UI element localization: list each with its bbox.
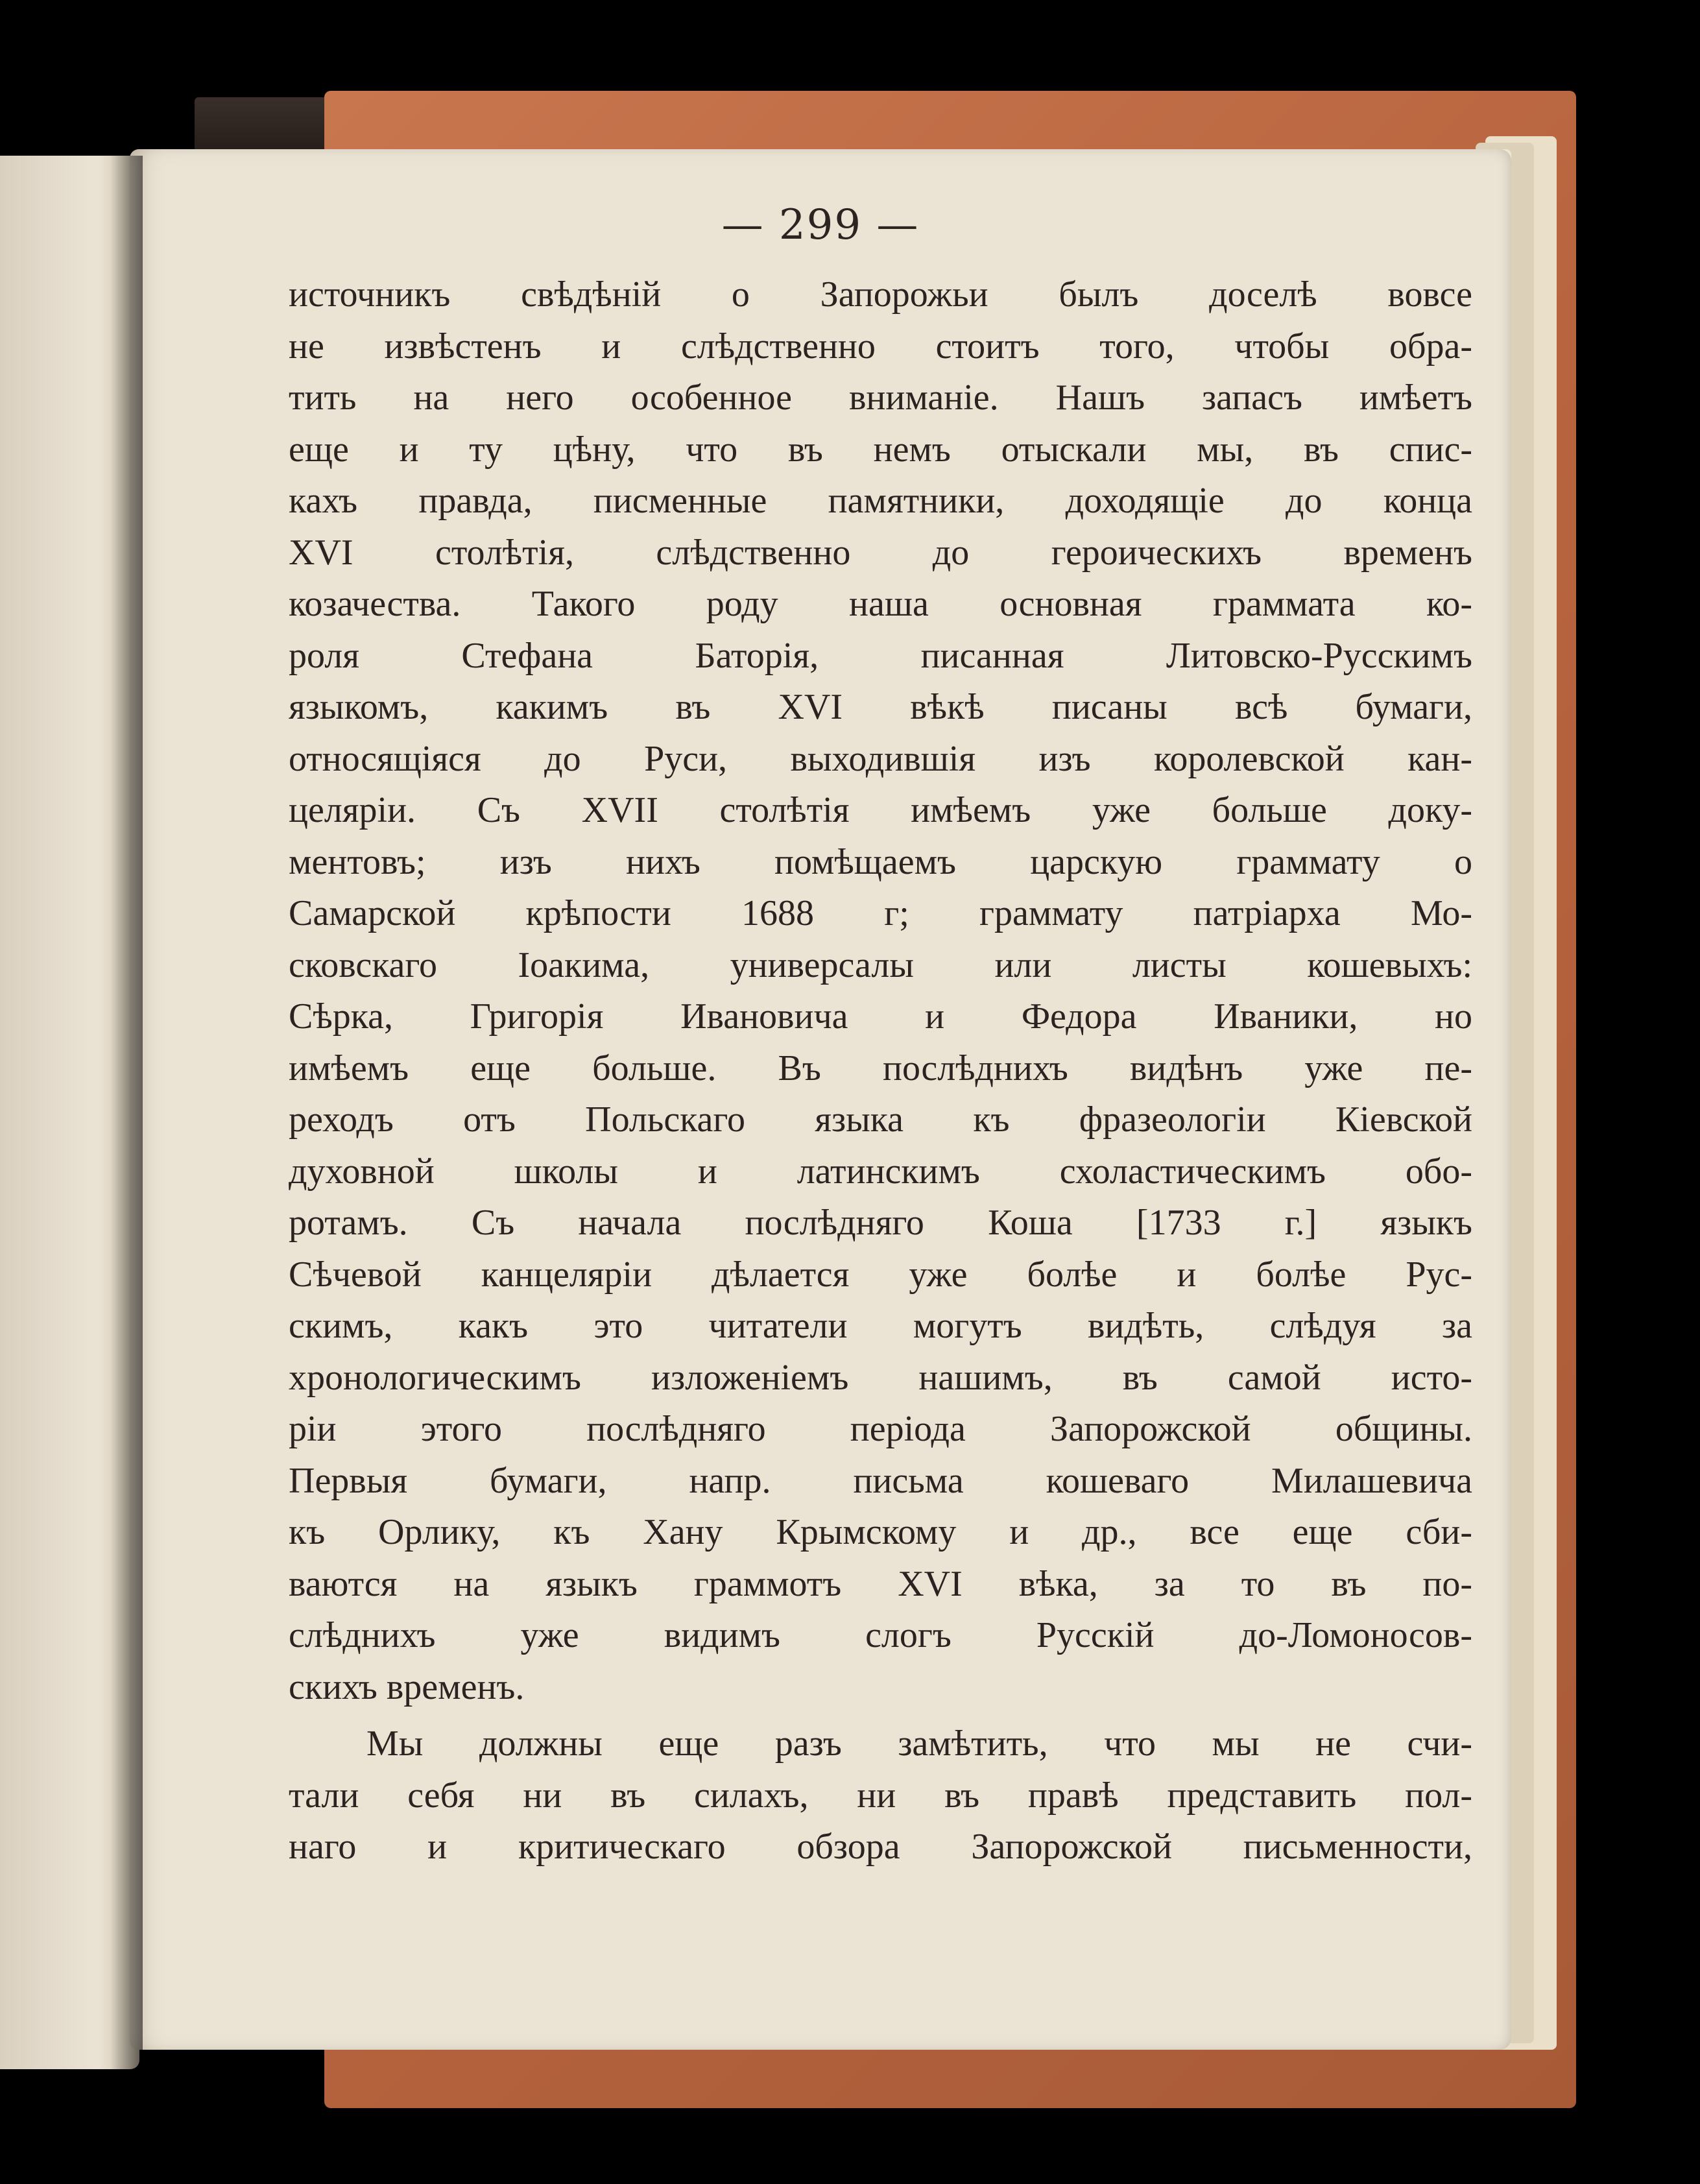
text-line: козачества. Такого роду наша основная граммата ко- xyxy=(289,584,1472,624)
page-number: — 299 — xyxy=(721,201,920,249)
text-line: Мы должны еще разъ замѣтить, что мы не счи- xyxy=(366,1723,1472,1764)
text-line: хронологическимъ изложеніемъ нашимъ, въ самой исто- xyxy=(289,1357,1472,1398)
text-line: сковскаго Іоакима, универсалы или листы кошевыхъ: xyxy=(289,944,1472,985)
text-line: слѣднихъ уже видимъ слогъ Русскій до-Ломоносов- xyxy=(289,1615,1472,1655)
text-line: языкомъ, какимъ въ XVI вѣкѣ писаны всѣ бумаги, xyxy=(289,687,1472,727)
text-line: Первыя бумаги, напр. письма кошеваго Милашевича xyxy=(289,1460,1472,1501)
gutter-shadow xyxy=(110,156,143,2069)
text-line: Самарской крѣпости 1688 г; граммату патріарха Мо- xyxy=(289,893,1472,933)
text-line: XVI столѣтія, слѣдственно до героическихъ временъ xyxy=(289,532,1472,573)
text-line: источникъ свѣдѣній о Запорожьи былъ доселѣ вовсе xyxy=(289,274,1472,315)
text-line: тали себя ни въ силахъ, ни въ правѣ представить пол- xyxy=(289,1775,1472,1816)
paragraph xyxy=(289,1718,1472,1873)
paragraph xyxy=(289,269,1472,1713)
text-line: реходъ отъ Польскаго языка къ фразеологіи Кіевской xyxy=(289,1099,1472,1140)
text-line: кахъ правда, писменные памятники, доходящіе до конца xyxy=(289,481,1472,521)
text-line: ротамъ. Съ начала послѣдняго Коша [1733 г.] языкъ xyxy=(289,1203,1472,1243)
text-line: ваются на языкъ граммотъ XVI вѣка, за то въ по- xyxy=(289,1563,1472,1604)
text-line: еще и ту цѣну, что въ немъ отыскали мы, въ спис- xyxy=(289,429,1472,470)
text-line: роля Стефана Баторія, писанная Литовско-Русскимъ xyxy=(289,635,1472,676)
paragraph-gap xyxy=(289,1713,1472,1718)
text-line: относящіяся до Руси, выходившія изъ королевской кан- xyxy=(289,738,1472,779)
text-line: скимъ, какъ это читатели могутъ видѣть, слѣдуя за xyxy=(289,1306,1472,1346)
text-line: Сѣрка, Григорія Ивановича и Федора Иваники, но xyxy=(289,996,1472,1037)
text-line: не извѣстенъ и слѣдственно стоитъ того, чтобы обра- xyxy=(289,326,1472,366)
page-text xyxy=(289,269,1472,1873)
text-line: тить на него особенное вниманіе. Нашъ запасъ имѣетъ xyxy=(289,378,1472,418)
text-line: Сѣчевой канцеляріи дѣлается уже болѣе и болѣе Рус- xyxy=(289,1254,1472,1295)
text-line: ментовъ; изъ нихъ помѣщаемъ царскую граммату о xyxy=(289,841,1472,882)
text-line: ріи этого послѣдняго періода Запорожской общины. xyxy=(289,1409,1472,1449)
text-line: наго и критическаго обзора Запорожской письменности, xyxy=(289,1827,1472,1867)
text-line: къ Орлику, къ Хану Крымскому и др., все еще сби- xyxy=(289,1512,1472,1552)
book-page xyxy=(130,149,1511,2050)
text-line: духовной школы и латинскимъ схоластическимъ обо- xyxy=(289,1151,1472,1192)
text-line: имѣемъ еще больше. Въ послѣднихъ видѣнъ уже пе- xyxy=(289,1048,1472,1088)
text-line: скихъ временъ. xyxy=(289,1666,525,1707)
text-line: целяріи. Съ XVII столѣтія имѣемъ уже больше доку- xyxy=(289,790,1472,830)
